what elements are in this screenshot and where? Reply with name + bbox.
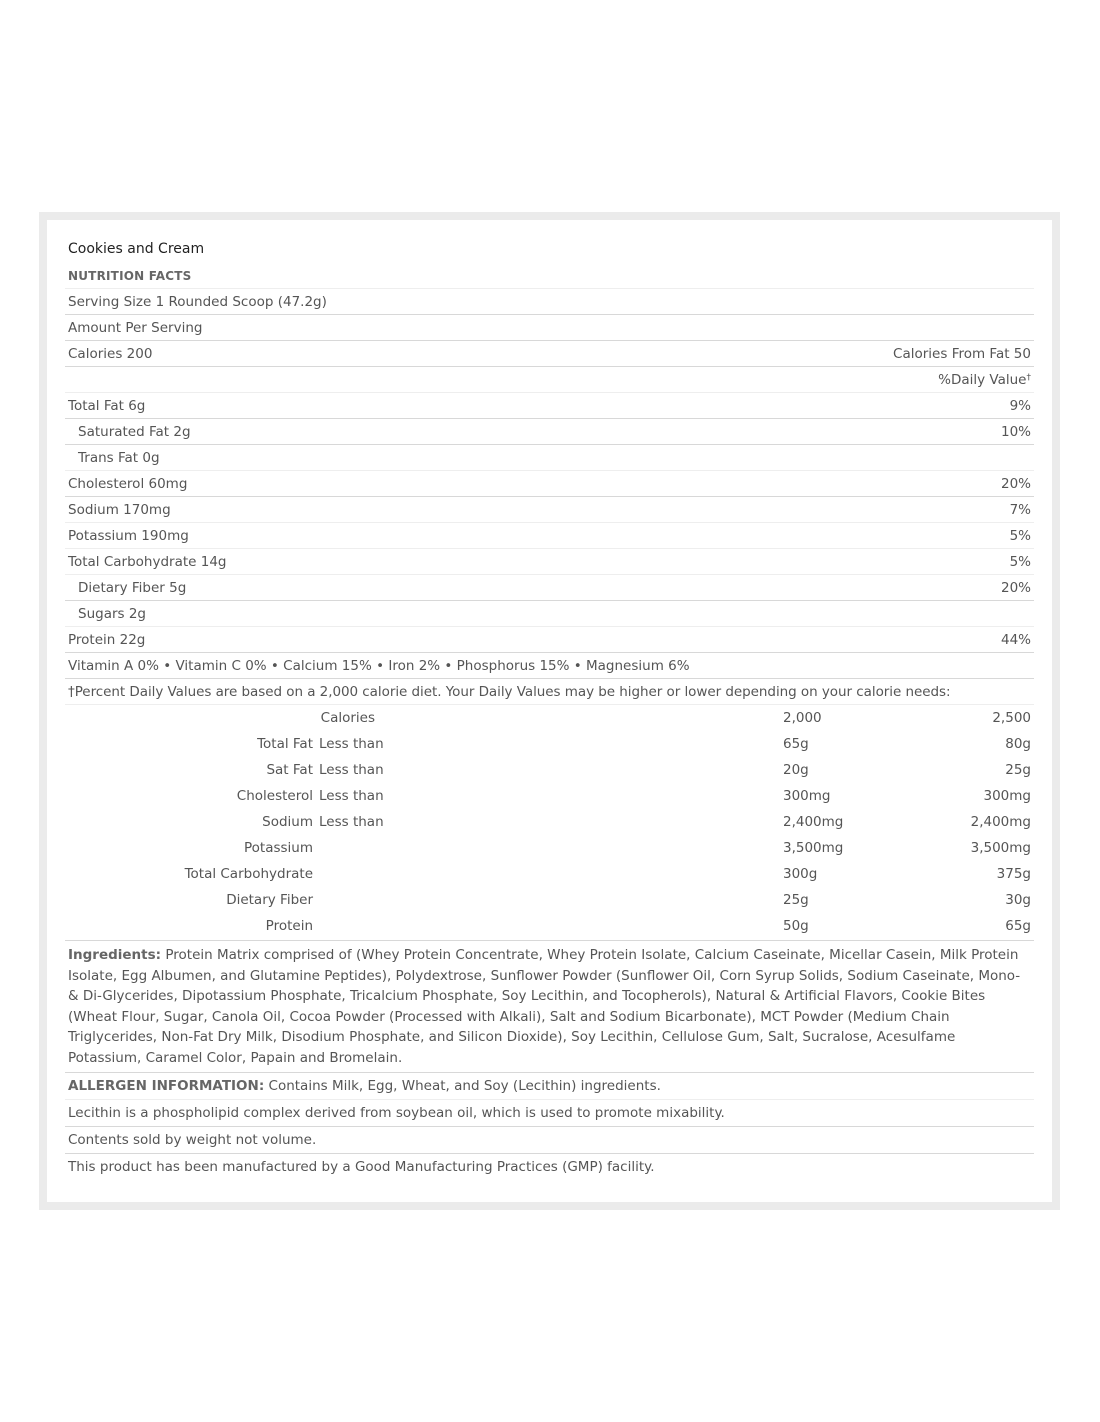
nutrient-label: Cholesterol 60mg (68, 475, 188, 492)
calories-row (65, 341, 1034, 367)
reference-row (65, 731, 1034, 757)
reference-value-2000: 65g (783, 736, 809, 752)
reference-value-2500: 300mg (983, 788, 1031, 804)
reference-value-2500: 30g (1005, 892, 1031, 908)
reference-qualifier: Less than (319, 762, 384, 778)
amount-per-serving: Amount Per Serving (68, 319, 203, 336)
nutrition-facts-heading: NUTRITION FACTS (68, 268, 192, 283)
vitamins-minerals: Vitamin A 0% • Vitamin C 0% • Calcium 15% • Iron 2% • Phosphorus 15% • Magnesium 6% (68, 657, 690, 674)
nutrient-daily-value: 5% (1009, 527, 1031, 544)
nutrient-label: Dietary Fiber 5g (78, 579, 187, 596)
nutrient-label: Total Carbohydrate 14g (68, 553, 227, 570)
nutrient-daily-value: 20% (1000, 579, 1031, 596)
nutrient-row (65, 523, 1034, 549)
nutrient-label: Trans Fat 0g (78, 449, 160, 466)
reference-value-2000: 20g (783, 762, 809, 778)
nutrient-daily-value: 44% (1000, 631, 1031, 648)
reference-nutrient: Protein (265, 918, 313, 934)
nutrient-daily-value: 7% (1009, 501, 1031, 518)
nutrient-label: Sugars 2g (78, 605, 147, 622)
reference-header-row (65, 705, 1034, 731)
allergen-row (65, 1073, 1034, 1100)
reference-value-2000: 2,000 (783, 710, 822, 726)
note-row-contents (65, 1127, 1034, 1154)
reference-nutrient: Calories (320, 710, 375, 726)
reference-row (65, 783, 1034, 809)
nutrient-row (65, 627, 1034, 653)
ingredients-text: Protein Matrix comprised of (Whey Protein Concentrate, Whey Protein Isolate, Calcium Caseinate, Micellar Casein, Milk Protein Isolate, Egg Albumen, and Glutamine Peptides), Polydextrose, Sunflower Powder (Sunflower Oil, Corn Syrup Solids, Sodium Caseinate, Mono- & Di-Glycerides, Dipotassium Phosphate, Tricalcium Phosphate, Soy Lecithin, and Tocopherols), Natural & Artificial Flavors, Cookie Bites (Wheat Flour, Sugar, Canola Oil, Cocoa Powder (Processed with Alkali), Salt and Sodium Bicarbonate), MCT Powder (Medium Chain Triglycerides, Non-Fat Dry Milk, Disodium Phosphate, and Silicon Dioxide), Soy Lecithin, Cellulose Gum, Salt, Sucralose, Acesulfame Potassium, Caramel Color, Papain and Bromelain. (68, 947, 1021, 1066)
nutrient-row (65, 497, 1034, 523)
reference-row (65, 835, 1034, 861)
ingredients-label: Ingredients: (68, 947, 162, 963)
reference-qualifier: Less than (319, 736, 384, 752)
nutrient-row (65, 575, 1034, 601)
reference-value-2500: 375g (996, 866, 1031, 882)
lecithin-note: Lecithin is a phospholipid complex derived from soybean oil, which is used to promote mixability. (68, 1105, 725, 1121)
note-row-gmp (65, 1154, 1034, 1181)
ingredients-block (65, 941, 1034, 1073)
reference-value-2000: 300g (783, 866, 818, 882)
nutrient-row (65, 601, 1034, 627)
allergen-text: Contains Milk, Egg, Wheat, and Soy (Lecithin) ingredients. (264, 1078, 661, 1094)
vitamins-row (65, 653, 1034, 679)
nutrient-label: Protein 22g (68, 631, 146, 648)
nutrient-daily-value: 5% (1009, 553, 1031, 570)
reference-nutrient: Total Fat (257, 736, 313, 752)
reference-value-2500: 3,500mg (970, 840, 1031, 856)
reference-nutrient: Total Carbohydrate (184, 866, 313, 882)
reference-value-2000: 3,500mg (783, 840, 844, 856)
footnote-row (65, 679, 1034, 705)
nutrient-daily-value: 9% (1009, 397, 1031, 414)
reference-qualifier: Less than (319, 788, 384, 804)
product-name: Cookies and Cream (68, 241, 205, 257)
nutrient-label: Potassium 190mg (68, 527, 189, 544)
serving-size: Serving Size 1 Rounded Scoop (47.2g) (68, 293, 327, 310)
reference-value-2500: 2,400mg (970, 814, 1031, 830)
daily-value-header-text: %Daily Value (938, 371, 1027, 388)
reference-value-2500: 80g (1005, 736, 1031, 752)
reference-qualifier: Less than (319, 814, 384, 830)
reference-value-2000: 2,400mg (783, 814, 844, 830)
daily-value-footnote: †Percent Daily Values are based on a 2,000 calorie diet. Your Daily Values may be higher or lower depending on your calorie needs: (68, 683, 951, 700)
nutrient-daily-value: 20% (1000, 475, 1031, 492)
reference-value-2000: 300mg (783, 788, 831, 804)
nutrient-label: Saturated Fat 2g (78, 423, 191, 440)
reference-value-2000: 50g (783, 918, 809, 934)
nutrient-list (65, 393, 1034, 653)
reference-nutrient: Cholesterol (236, 788, 313, 804)
nutrient-row (65, 419, 1034, 445)
nutrient-daily-value: 10% (1000, 423, 1031, 440)
reference-value-2000: 25g (783, 892, 809, 908)
reference-value-2500: 65g (1005, 918, 1031, 934)
reference-row (65, 887, 1034, 913)
nutrient-row (65, 393, 1034, 419)
dagger-mark: † (1026, 372, 1031, 383)
daily-value-reference-table (65, 705, 1034, 941)
contents-note: Contents sold by weight not volume. (68, 1132, 317, 1148)
calories-from-fat: Calories From Fat 50 (893, 345, 1031, 362)
gmp-note: This product has been manufactured by a Good Manufacturing Practices (GMP) facility. (68, 1159, 655, 1175)
reference-row (65, 861, 1034, 887)
nutrient-row (65, 549, 1034, 575)
reference-row (65, 913, 1034, 941)
amount-per-serving-row (65, 315, 1034, 341)
reference-value-2500: 2,500 (992, 710, 1031, 726)
nutrition-content (65, 236, 1034, 1181)
allergen-label: ALLERGEN INFORMATION: (68, 1078, 265, 1094)
nutrient-label: Sodium 170mg (68, 501, 171, 518)
reference-nutrient: Sat Fat (266, 762, 313, 778)
serving-size-row (65, 289, 1034, 315)
calories: Calories 200 (68, 345, 153, 362)
reference-row (65, 757, 1034, 783)
daily-value-header-row (65, 367, 1034, 393)
nutrition-facts-heading-row (65, 263, 1034, 289)
reference-nutrient: Dietary Fiber (226, 892, 313, 908)
nutrient-row (65, 445, 1034, 471)
daily-value-header (938, 372, 1031, 388)
nutrient-label: Total Fat 6g (68, 397, 146, 414)
note-row-lecithin (65, 1100, 1034, 1127)
reference-nutrient: Potassium (243, 840, 313, 856)
reference-value-2500: 25g (1005, 762, 1031, 778)
nutrient-row (65, 471, 1034, 497)
reference-nutrient: Sodium (262, 814, 313, 830)
reference-row (65, 809, 1034, 835)
